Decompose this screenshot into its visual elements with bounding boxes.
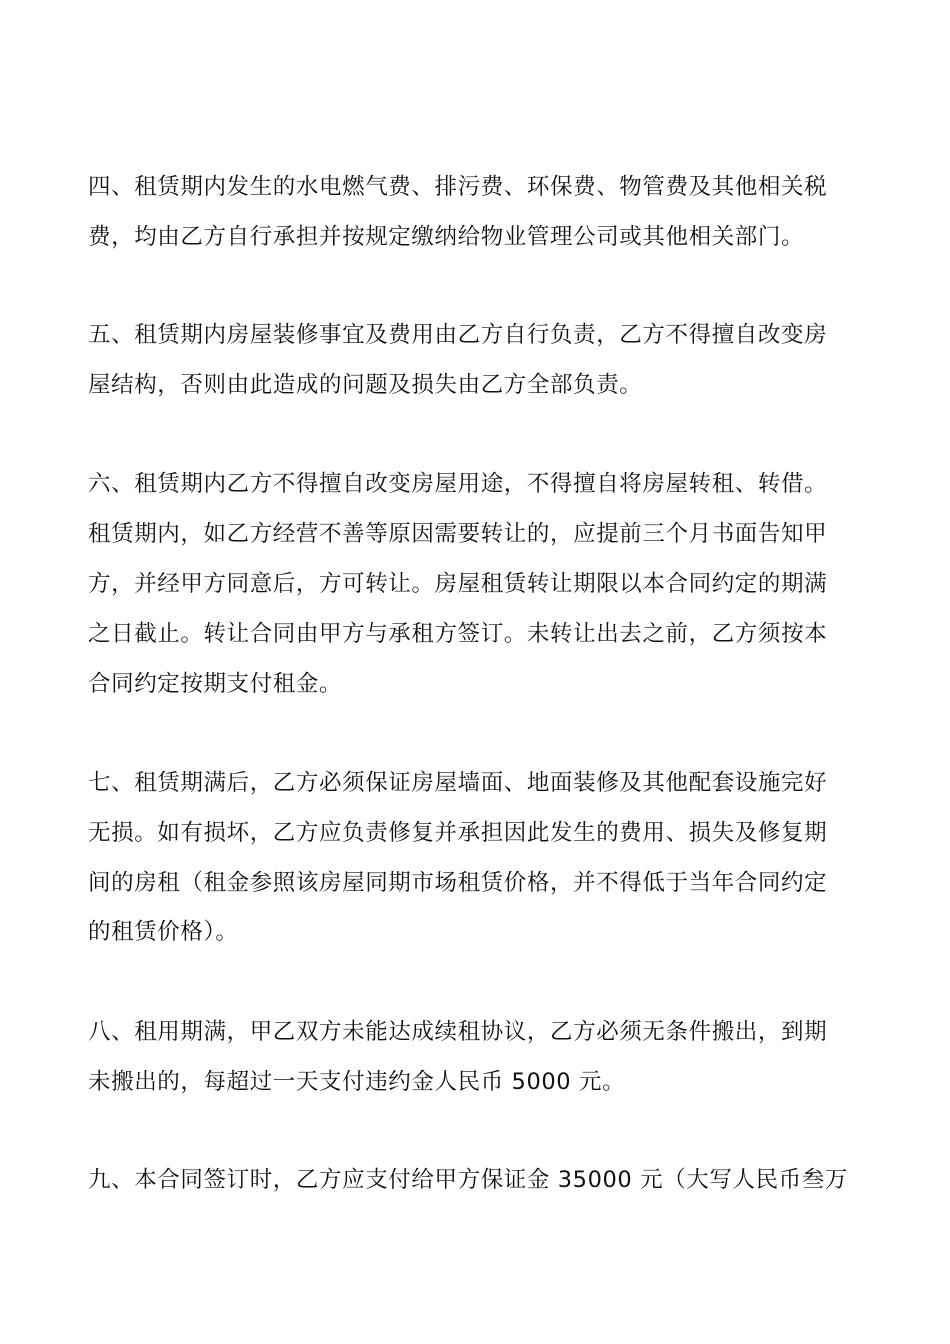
text-line: 费，均由乙方自行承担并按规定缴纳给物业管理公司或其他相关部门。	[88, 224, 805, 250]
text-line: 屋结构，否则由此造成的问题及损失由乙方全部负责。	[88, 372, 643, 398]
text-line: 之日截止。转让合同由甲方与承租方签订。未转让出去之前，乙方须按本	[88, 621, 828, 647]
text-line: 的租赁价格）。	[88, 919, 239, 945]
text-line: 租赁期内，如乙方经营不善等原因需要转让的，应提前三个月书面告知甲	[88, 521, 828, 547]
text-line: 五、租赁期内房屋装修事宜及费用由乙方自行负责，乙方不得擅自改变房	[88, 322, 828, 348]
text-line: 八、租用期满，甲乙双方未能达成续租协议，乙方必须无条件搬出，到期	[88, 1019, 828, 1045]
text-line: 未搬出的，每超过一天支付违约金人民币 5000 元。	[88, 1069, 626, 1095]
text-line: 七、租赁期满后，乙方必须保证房屋墙面、地面装修及其他配套设施完好	[88, 770, 828, 796]
text-line: 六、租赁期内乙方不得擅自改变房屋用途，不得擅自将房屋转租、转借。	[88, 471, 828, 497]
text-line: 合同约定按期支付租金。	[88, 671, 343, 697]
text-line: 方，并经甲方同意后，方可转让。房屋租赁转让期限以本合同约定的期满	[88, 571, 828, 597]
text-line: 无损。如有损坏，乙方应负责修复并承担因此发生的费用、损失及修复期	[88, 820, 828, 846]
text-line: 间的房租（租金参照该房屋同期市场租赁价格，并不得低于当年合同约定	[88, 870, 828, 896]
text-line: 九、本合同签订时，乙方应支付给甲方保证金 35000 元（大写人民币叁万	[88, 1167, 848, 1193]
text-line: 四、租赁期内发生的水电燃气费、排污费、环保费、物管费及其他相关税	[88, 174, 828, 200]
